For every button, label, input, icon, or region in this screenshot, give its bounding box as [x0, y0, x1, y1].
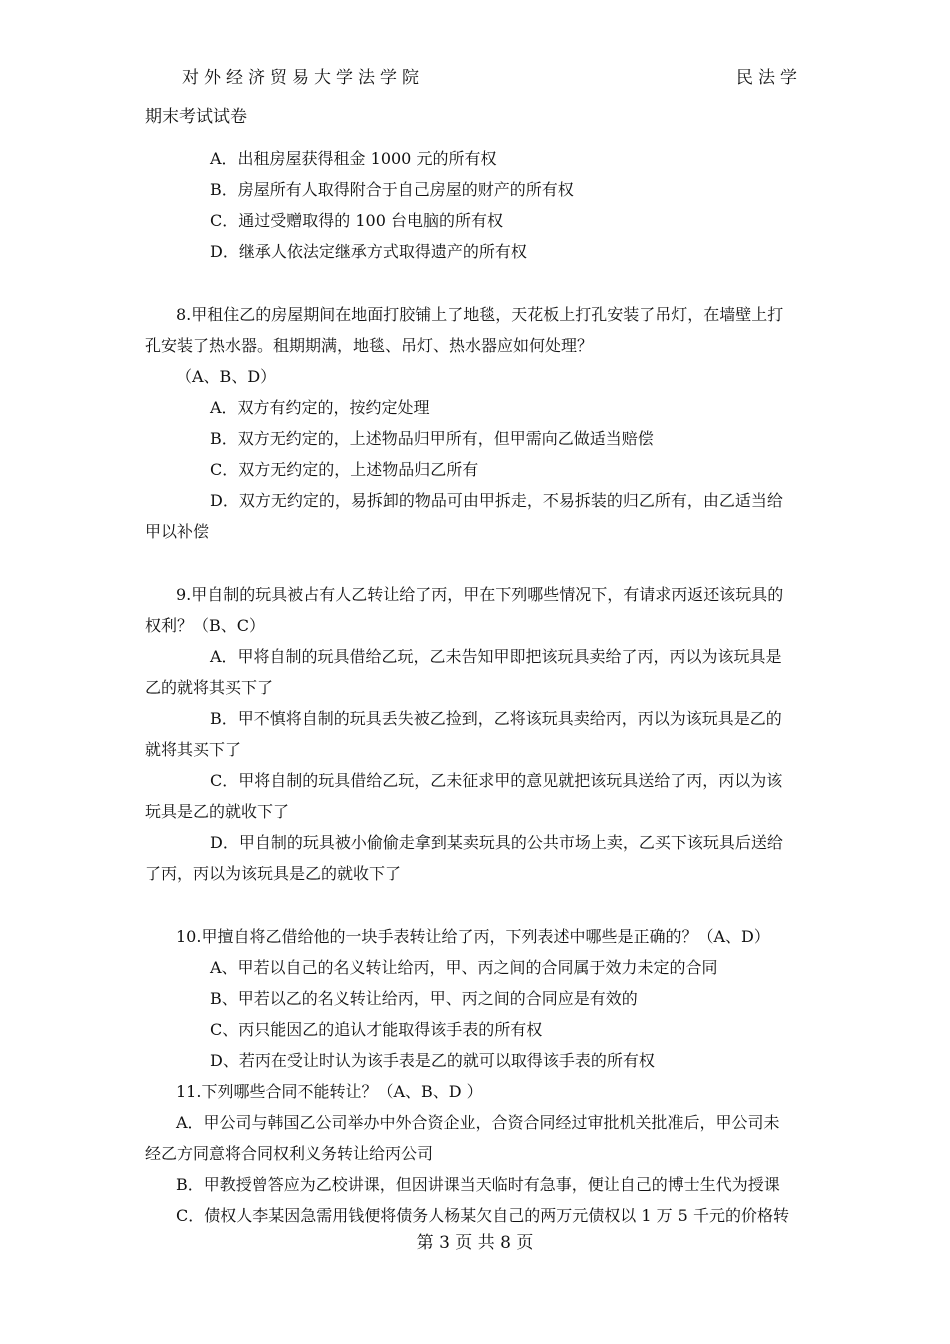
q8-option-a: A．双方有约定的，按约定处理 — [210, 398, 430, 417]
q7-option-a: A．出租房屋获得租金 1000 元的所有权 — [210, 149, 497, 168]
q11-option-c: C．债权人李某因急需用钱便将债务人杨某欠自己的两万元债权以 1 万 5 千元的价格转 — [176, 1206, 789, 1225]
q8-option-d-cont: 甲以补偿 — [145, 522, 210, 541]
q11-option-a-line1: A．甲公司与韩国乙公司举办中外合资企业，合资合同经过审批机关批准后，甲公司未 — [176, 1113, 780, 1132]
q8-option-b: B．双方无约定的，上述物品归甲所有，但甲需向乙做适当赔偿 — [210, 429, 654, 448]
q9-option-a-line1: A．甲将自制的玩具借给乙玩，乙未告知甲即把该玩具卖给了丙，丙以为该玩具是 — [210, 647, 782, 666]
q11-stem: 11.下列哪些合同不能转让？（A、B、D ） — [176, 1082, 483, 1101]
q10-stem: 10.甲擅自将乙借给他的一块手表转让给了丙，下列表述中哪些是正确的？（A、D） — [176, 927, 770, 946]
q9-option-b-line1: B．甲不慎将自制的玩具丢失被乙捡到，乙将该玩具卖给丙，丙以为该玩具是乙的 — [210, 709, 782, 728]
page-footer: 第 3 页 共 8 页 — [416, 1233, 534, 1253]
q9-option-a-line2: 乙的就将其买下了 — [145, 678, 274, 697]
q9-option-d-line1: D．甲自制的玩具被小偷偷走拿到某卖玩具的公共市场上卖，乙买下该玩具后送给 — [210, 833, 783, 852]
q9-stem-line1: 9.甲自制的玩具被占有人乙转让给了丙，甲在下列哪些情况下，有请求丙返还该玩具的 — [176, 585, 784, 604]
q7-option-d: D．继承人依法定继承方式取得遗产的所有权 — [210, 242, 527, 261]
q8-stem-line2: 孔安装了热水器。租期期满，地毯、吊灯、热水器应如何处理？ — [145, 336, 594, 355]
header-subject: 民法学 — [736, 68, 802, 88]
q11-option-b: B．甲教授曾答应为乙校讲课，但因讲课当天临时有急事，便让自己的博士生代为授课 — [176, 1175, 780, 1194]
q11-option-a-line2: 经乙方同意将合同权利义务转让给丙公司 — [145, 1144, 434, 1163]
q8-answer: （A、B、D） — [176, 367, 277, 386]
q10-option-d: D、若丙在受让时认为该手表是乙的就可以取得该手表的所有权 — [210, 1051, 655, 1070]
header-exam-title: 期末考试试卷 — [145, 107, 247, 127]
q10-option-b: B、甲若以乙的名义转让给丙，甲、丙之间的合同应是有效的 — [210, 989, 638, 1008]
q9-option-c-line2: 玩具是乙的就收下了 — [145, 802, 290, 821]
q8-option-d: D．双方无约定的，易拆卸的物品可由甲拆走，不易拆装的归乙所有，由乙适当给 — [210, 491, 783, 510]
q10-option-a: A、甲若以自己的名义转让给丙，甲、丙之间的合同属于效力未定的合同 — [210, 958, 718, 977]
q9-option-c-line1: C．甲将自制的玩具借给乙玩，乙未征求甲的意见就把该玩具送给了丙，丙以为该 — [210, 771, 783, 790]
q9-stem-line2: 权利？（B、C） — [145, 616, 266, 635]
q7-option-b: B．房屋所有人取得附合于自己房屋的财产的所有权 — [210, 180, 574, 199]
q7-option-c: C．通过受赠取得的 100 台电脑的所有权 — [210, 211, 503, 230]
q8-option-c: C．双方无约定的，上述物品归乙所有 — [210, 460, 479, 479]
header-school: 对外经济贸易大学法学院 — [182, 68, 424, 88]
q9-option-d-line2: 了丙，丙以为该玩具是乙的就收下了 — [145, 864, 402, 883]
q8-stem-line1: 8.甲租住乙的房屋期间在地面打胶铺上了地毯，天花板上打孔安装了吊灯，在墙壁上打 — [176, 305, 784, 324]
q9-option-b-line2: 就将其买下了 — [145, 740, 242, 759]
q10-option-c: C、丙只能因乙的追认才能取得该手表的所有权 — [210, 1020, 543, 1039]
